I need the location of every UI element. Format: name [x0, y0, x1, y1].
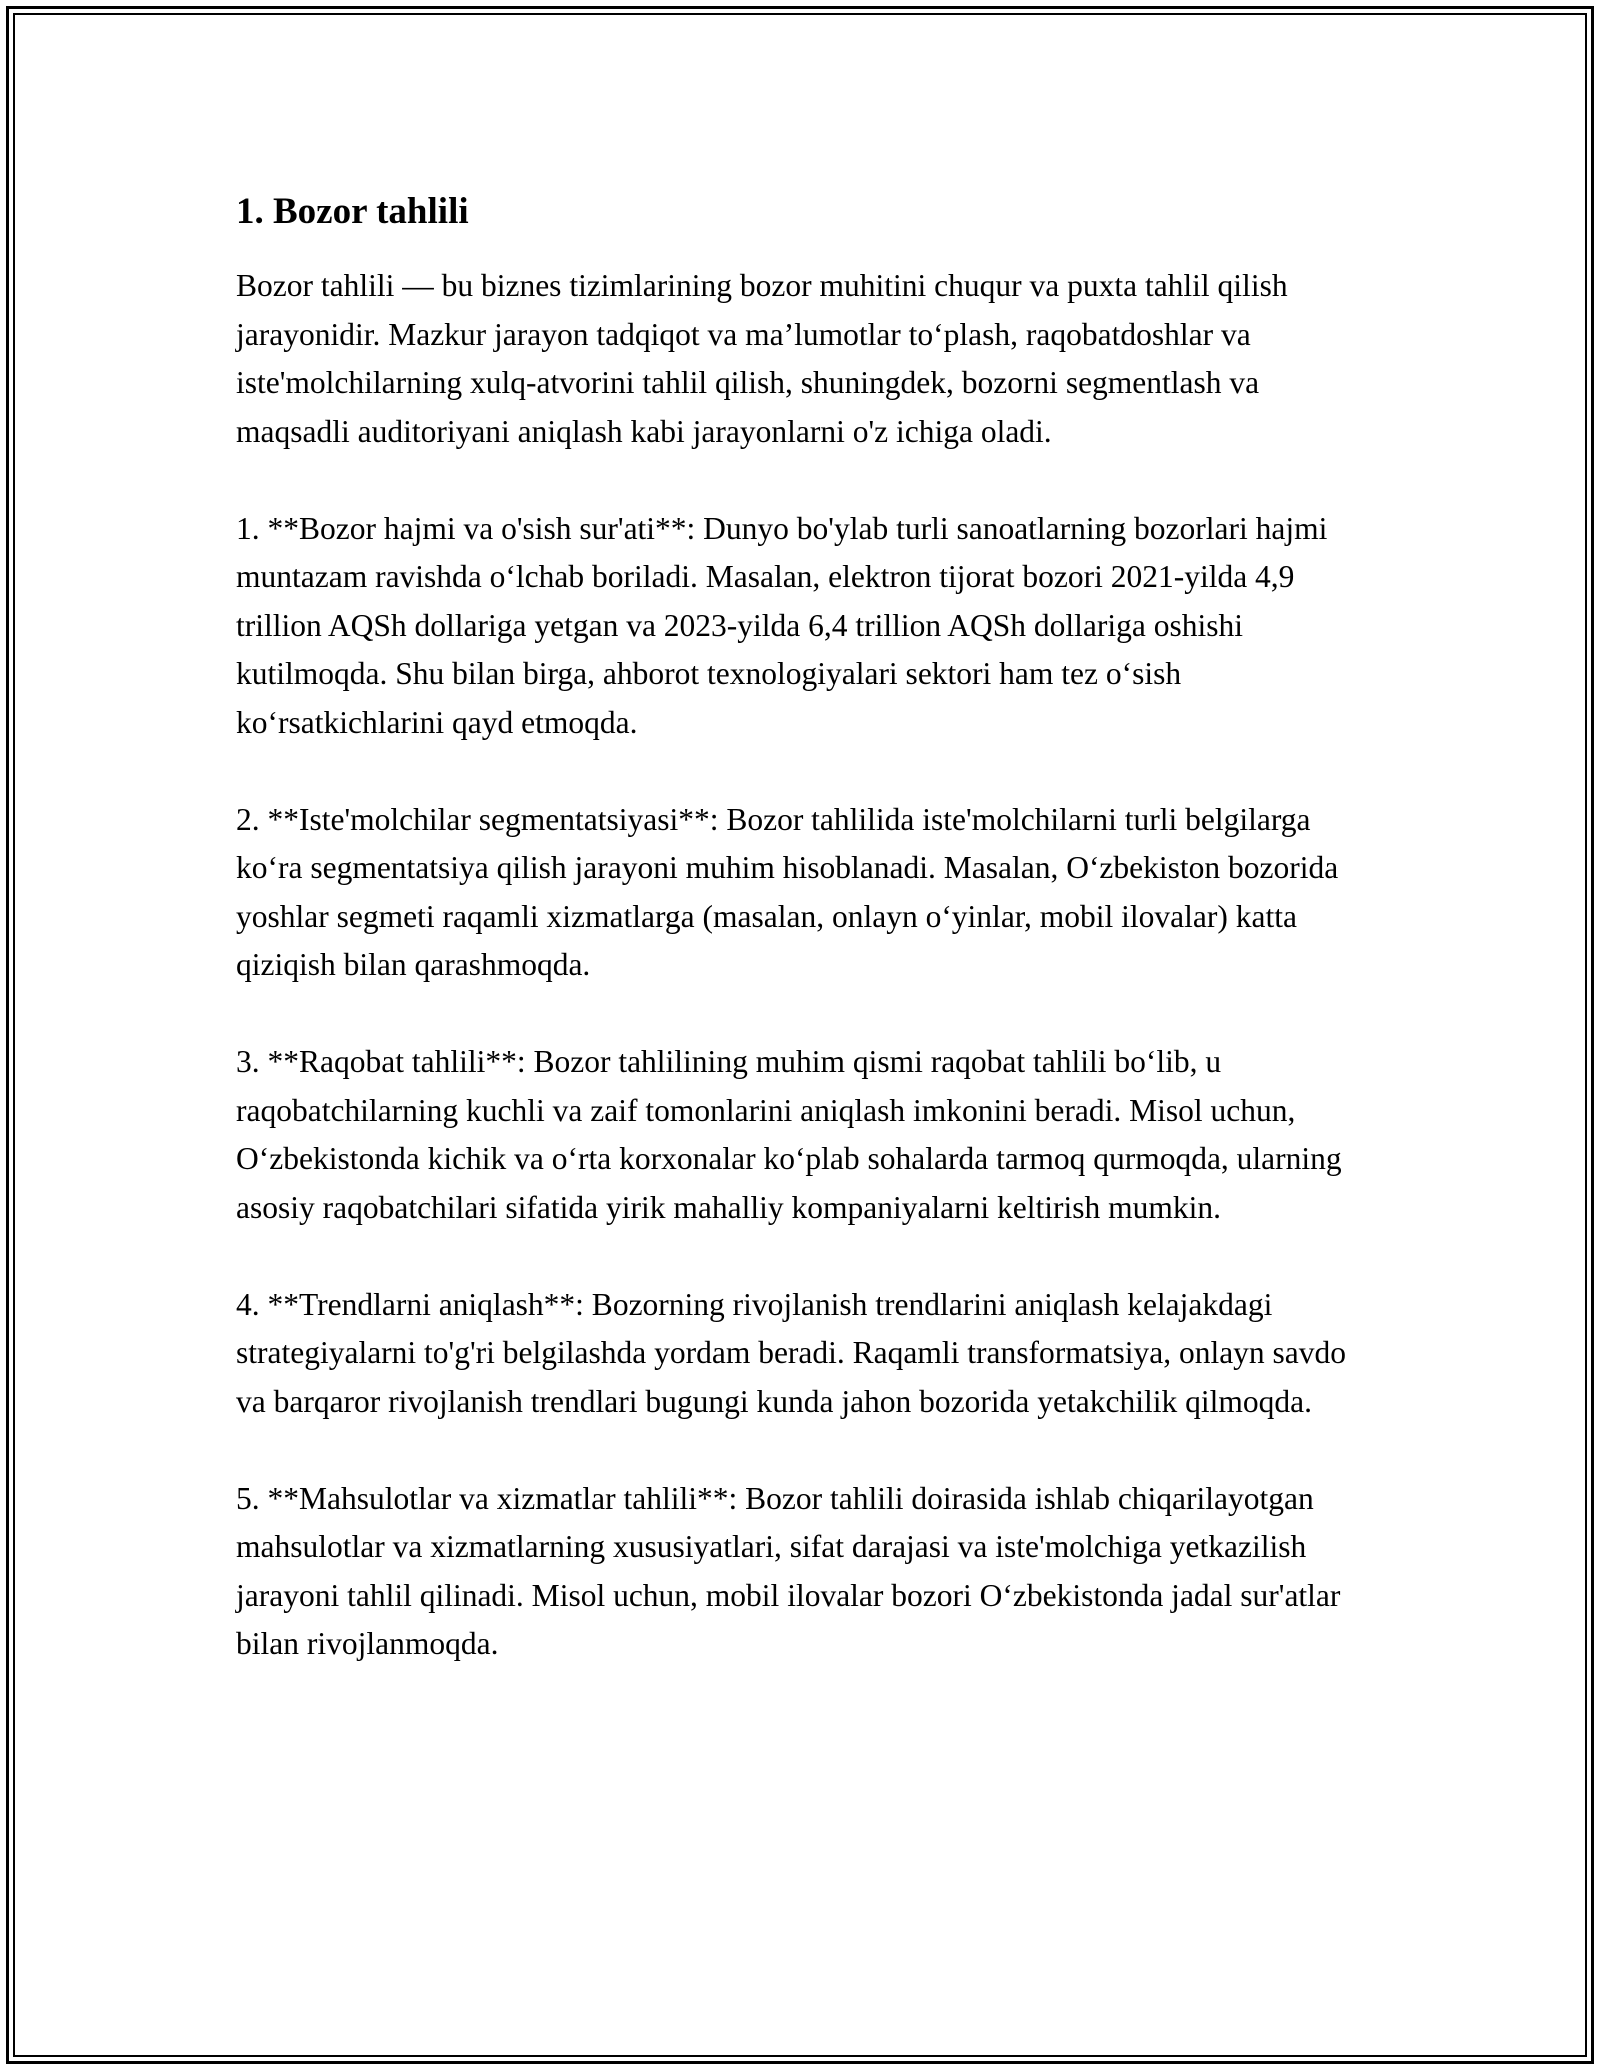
- paragraph-market-size: 1. **Bozor hajmi va o'sish sur'ati**: Dunyo bo'ylab turli sanoatlarning bozorlari hajmi muntazam ravishda o‘lchab boriladi. Masalan, elektron tijorat bozori 2021-yilda 4,9 trillion AQSh dollariga yetgan va 2023-yilda 6,4 trillion AQSh dollariga oshishi kutilmoqda. Shu bilan birga, ahborot texnologiyalari sektori ham tez o‘sish ko‘rsatkichlarini qayd etmoqda.: [236, 510, 1328, 740]
- intro-paragraph: Bozor tahlili — bu biznes tizimlarining bozor muhitini chuqur va puxta tahlil qilish jarayonidir. Mazkur jarayon tadqiqot va ma’lumotlar to‘plash, raqobatdoshlar va iste'molchilarning xulq-atvorini tahlil qilish, shuningdek, bozorni segmentlash va maqsadli auditoriyani aniqlash kabi jarayonlarni o'z ichiga oladi.: [236, 268, 1288, 449]
- paragraph-products-services: 5. **Mahsulotlar va xizmatlar tahlili**: Bozor tahlili doirasida ishlab chiqarilayotgan mahsulotlar va xizmatlarning xususiyatlari, sifat darajasi va iste'molchiga yetkazilish jarayoni tahlil qilinadi. Misol uchun, mobil ilovalar bozori O‘zbekistonda jadal sur'atlar bilan rivojlanmoqda.: [236, 1480, 1341, 1661]
- paragraph-competition-analysis: 3. **Raqobat tahlili**: Bozor tahlilining muhim qismi raqobat tahlili bo‘lib, u raqobatchilarning kuchli va zaif tomonlarini aniqlash imkonini beradi. Misol uchun, O‘zbekistonda kichik va o‘rta korxonalar ko‘plab sohalarda tarmoq qurmoqda, ularning asosiy raqobatchilari sifatida yirik mahalliy kompaniyalarni keltirish mumkin.: [236, 1044, 1342, 1225]
- section-title: 1. Bozor tahlili: [236, 191, 469, 232]
- document-body: [236, 188, 1376, 1717]
- paragraph-consumer-segmentation: 2. **Iste'molchilar segmentatsiyasi**: Bozor tahlilida iste'molchilarni turli belgilarga ko‘ra segmentatsiya qilish jarayoni muhim hisoblanadi. Masalan, O‘zbekiston bozorida yoshlar segmeti raqamli xizmatlarga (masalan, onlayn o‘yinlar, mobil ilovalar) katta qiziqish bilan qarashmoqda.: [236, 801, 1339, 982]
- paragraph-trends: 4. **Trendlarni aniqlash**: Bozorning rivojlanish trendlarini aniqlash kelajakdagi strategiyalarni to'g'ri belgilashda yordam beradi. Raqamli transformatsiya, onlayn savdo va barqaror rivojlanish trendlari bugungi kunda jahon bozorida yetakchilik qilmoqda.: [236, 1286, 1347, 1419]
